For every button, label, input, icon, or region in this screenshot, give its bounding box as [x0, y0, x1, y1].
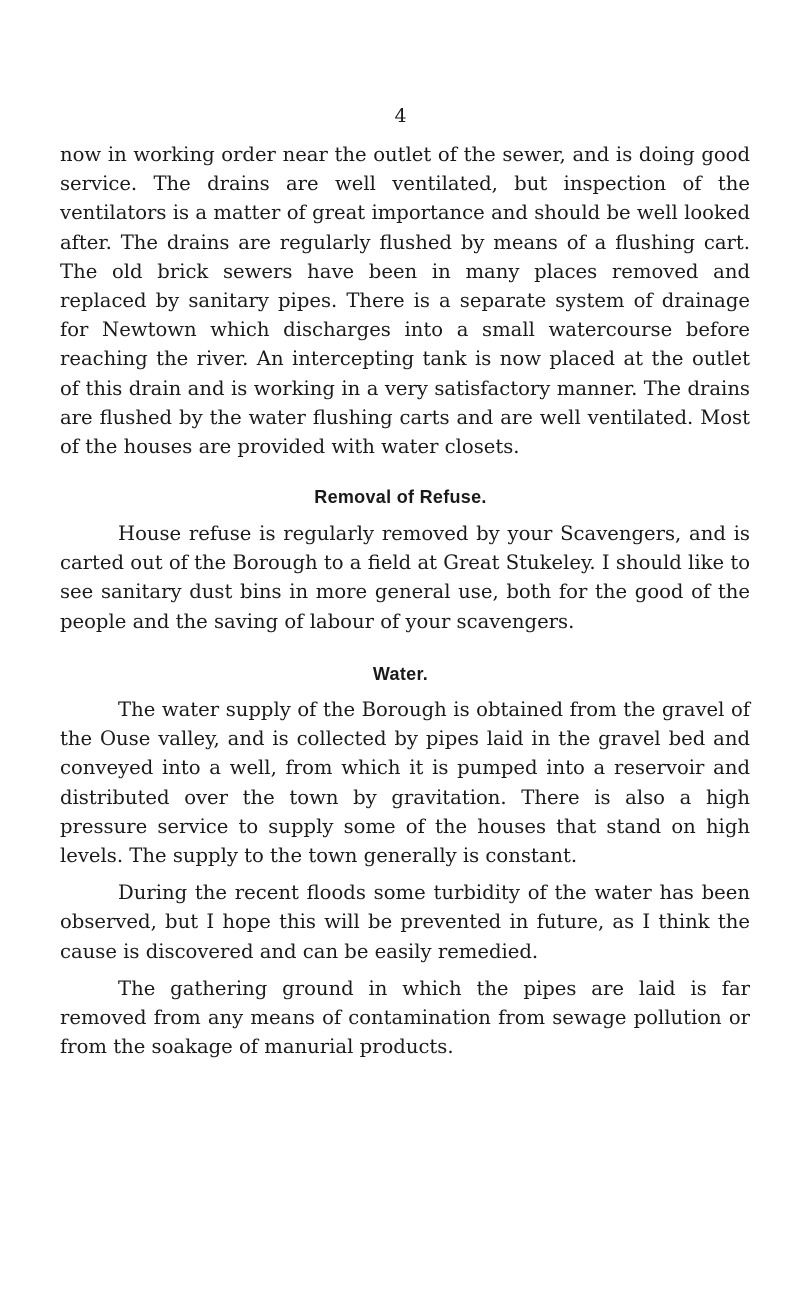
water-paragraph-supply: The water supply of the Borough is obtained from the gravel of the Ouse valley, and is collected by pipes laid in the gravel bed and conveyed into a well, from which it is pumped into a reservoir and distributed over the town by gravitation. There is also a high pressure service to supply some of the houses that stand on high levels. The supply to the town generally is constant.: [60, 698, 750, 868]
refuse-paragraph: House refuse is regularly removed by your Scavengers, and is carted out of the Borough to a field at Great Stukeley. I should like to see sanitary dust bins in more general use, both for the good of the people and the saving of labour of your scavengers.: [60, 522, 750, 633]
refuse-section: [60, 519, 750, 636]
water-section-heading: Water.: [372, 664, 429, 684]
water-paragraph-gathering-ground: The gathering ground in which the pipes are laid is far removed from any means of contamination from sewage pollution or from the soakage of manurial products.: [60, 976, 750, 1059]
water-paragraph-floods: During the recent floods some turbidity of the water has been observed, but I hope this will be prevented in future, as I think the cause is discovered and can be easily remedied.: [60, 881, 750, 963]
water-section: [60, 695, 750, 1061]
drainage-paragraph-text: now in working order near the outlet of the sewer, and is doing good service. The drains are well ventilated, but inspection of the ventilators is a matter of great importance and should be well looked after. The drains are regularly flushed by means of a flushing cart. The old brick sewers have been in many places removed and replaced by sanitary pipes. There is a separate system of drainage for Newtown which discharges into a small watercourse before reaching the river. An intercepting tank is now placed at the outlet of this drain and is working in a very satisfactory manner. The drains are flushed by the water flushing carts and are well ventilated. Most of the houses are provided with water closets.: [60, 143, 750, 459]
page-number: 4: [394, 105, 407, 127]
refuse-section-heading: Removal of Refuse.: [314, 487, 487, 507]
drainage-paragraph: [60, 140, 750, 461]
